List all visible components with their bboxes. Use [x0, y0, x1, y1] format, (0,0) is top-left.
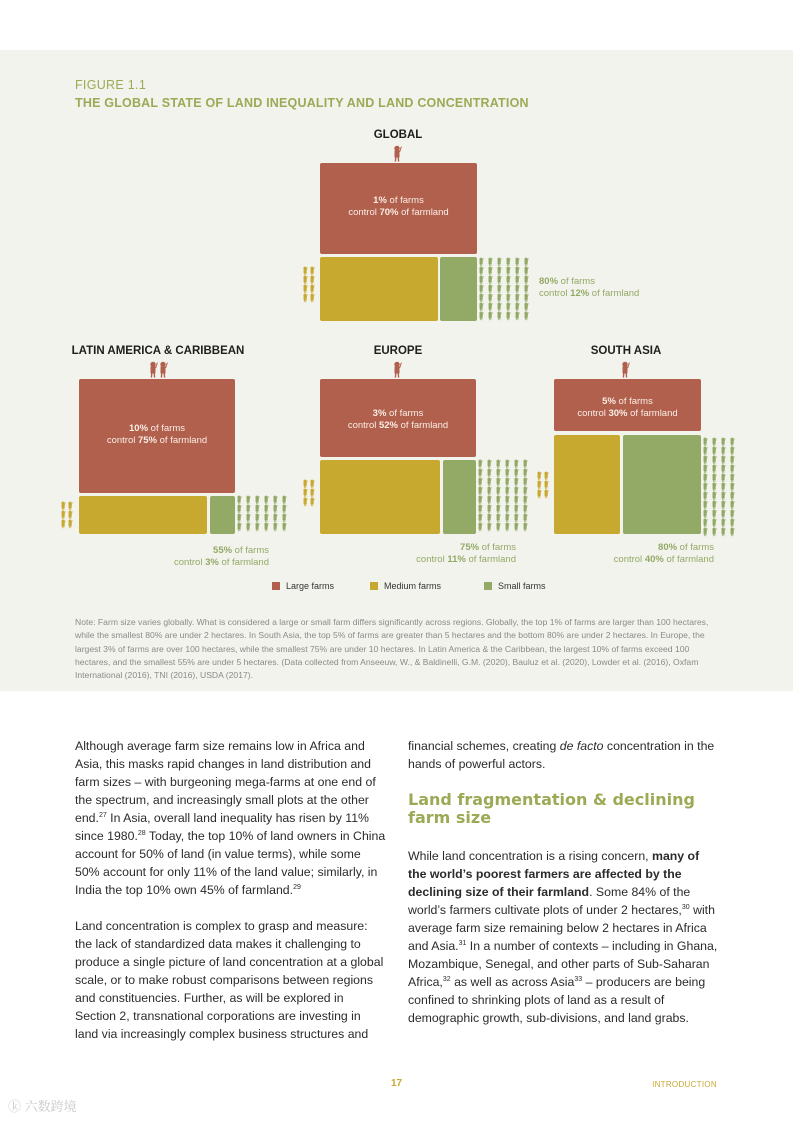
- region-title-south-asia: SOUTH ASIA: [590, 345, 662, 357]
- global-medium-farms-block: [320, 257, 438, 321]
- legend-large: [272, 581, 334, 591]
- paragraph: Although average farm size remains low in Africa and Asia, this masks rapid changes in land distribution and farm sizes – with burgeoning mega-farms at one end of the spectrum, and increasingly small plots at the other end.$^{27}$ In Asia, overall land inequality has risen by 11% since 1980.28 Today, the top 10% of land owners in China account for 50% of land (in value terms), while some 50% account for only 11% of the land value; similarly, in India the top 10% own 45% of farmland.$^{29}$: [75, 739, 386, 897]
- legend-small: [484, 581, 546, 591]
- latin-small-farms-label: 55% of farms control 3% of farmland: [173, 545, 269, 568]
- latin-medium-farms-block: [79, 496, 207, 534]
- legend-label-large: Large farms: [286, 581, 335, 591]
- region-title-europe: EUROPE: [373, 345, 423, 357]
- left-column: [75, 737, 387, 1061]
- paragraph: Land concentration is complex to grasp and measure: the lack of standardized data makes it challenging to produce a single picture of land concentration at a global scale, or to make robust comparisons between regions and constituencies. Further, as will be explored in Section 2, transnational corporations are investing in land via increasingly complex business structures and: [75, 919, 384, 1041]
- global-small-farms-label: 80% of farms control 12% of farmland: [539, 276, 640, 299]
- medium-farmers-icon: [537, 472, 553, 498]
- legend-label-medium: Medium farms: [384, 581, 442, 591]
- section-heading: Land fragmentation & declining farm size: [408, 790, 695, 827]
- farmer-icon: [391, 145, 405, 163]
- global-large-farms-label: 1% of farms control 70% of farmland: [348, 195, 449, 218]
- south-asia-medium-farms-block: [554, 435, 620, 534]
- south-asia-small-farms-block: [623, 435, 701, 534]
- south-asia-small-farms-label: 80% of farms control 40% of farmland: [613, 542, 714, 565]
- latin-large-farms-label: 10% of farms control 75% of farmland: [106, 423, 208, 446]
- south-asia-large-farms-label: 5% of farms control 30% of farmland: [577, 396, 678, 419]
- legend-swatch-large: [272, 582, 280, 590]
- farmer-icon: [391, 361, 405, 379]
- europe-large-farms-label: 3% of farms control 52% of farmland: [347, 408, 449, 431]
- small-farmers-crowd-icon: [479, 258, 535, 322]
- legend-swatch-small: [484, 582, 492, 590]
- small-farmers-crowd-icon: [478, 460, 534, 534]
- figure-label: FIGURE 1.1: [75, 78, 147, 92]
- europe-medium-farms-block: [320, 460, 440, 534]
- paragraph: While land concentration is a rising concern, many of the world’s poorest farmers are affected by the declining size of their farmland. Some 84% of the world’s farmers cultivate plots of under 2 hectares,$^{30}$ with average farm size remaining below 2 hectares in Africa and Asia.$^{31}$ In a number of contexts – including in Ghana, Mozambique, Senegal, and other parts of Sub-Saharan Africa,$^{32}$ as well as across Asia$^{33}$ – producers are being confined to shrinking plots of land as a result of demographic growth, sub-divisions, and land grabs.: [408, 849, 718, 1025]
- paragraph: financial schemes, creating de facto concentration in the hands of powerful actors.: [408, 739, 715, 771]
- global-small-farms-block: [440, 257, 477, 321]
- medium-farmers-icon: [303, 267, 319, 307]
- small-farmers-crowd-icon: [703, 438, 739, 534]
- page-number: 17: [390, 1078, 403, 1089]
- farmers-icon: [148, 361, 172, 379]
- region-title-global: GLOBAL: [373, 129, 423, 141]
- legend-label-small: Small farms: [498, 581, 546, 591]
- watermark: ⓚ 六数跨境: [8, 1099, 77, 1114]
- small-farmers-crowd-icon: [237, 496, 293, 534]
- right-column: [408, 737, 720, 1045]
- section-label: INTRODUCTION: [652, 1080, 717, 1089]
- medium-farmers-icon: [303, 480, 319, 510]
- farmer-icon: [619, 361, 633, 379]
- figure-note: Note: Farm size varies globally. What is considered a large or small farm differs significantly across regions. Globally, the top 1% of farms are larger than 100 hectares, while the smallest 80% are under 2 hectares. In South Asia, the top 5% of farms are greater than 5 hectares and the bottom 80% are under 2 hectares. In Europe, the largest 3% of farms are over 100 hectares, while the smallest 75% are under 10 hectares. In Latin America & the Caribbean, the largest 10% of farms exceed 100 hectares, and the smallest 55% are under 5 hectares. (Data collected from Anseeuw, W., & Baldinelli, G.M. (2020), Bauluz et al. (2020), Lowder et al. (2016), Oxfam International (2016), TNI (2016), USDA (2017).: [75, 617, 709, 681]
- latin-small-farms-block: [210, 496, 235, 534]
- legend-swatch-medium: [370, 582, 378, 590]
- europe-small-farms-label: 75% of farms control 11% of farmland: [416, 542, 516, 565]
- europe-small-farms-block: [443, 460, 476, 534]
- medium-farmers-icon: [61, 502, 77, 528]
- legend-medium: [370, 581, 441, 591]
- figure-title: THE GLOBAL STATE OF LAND INEQUALITY AND LAND CONCENTRATION: [75, 96, 529, 110]
- region-title-latin-america: LATIN AMERICA & CARIBBEAN: [71, 345, 245, 357]
